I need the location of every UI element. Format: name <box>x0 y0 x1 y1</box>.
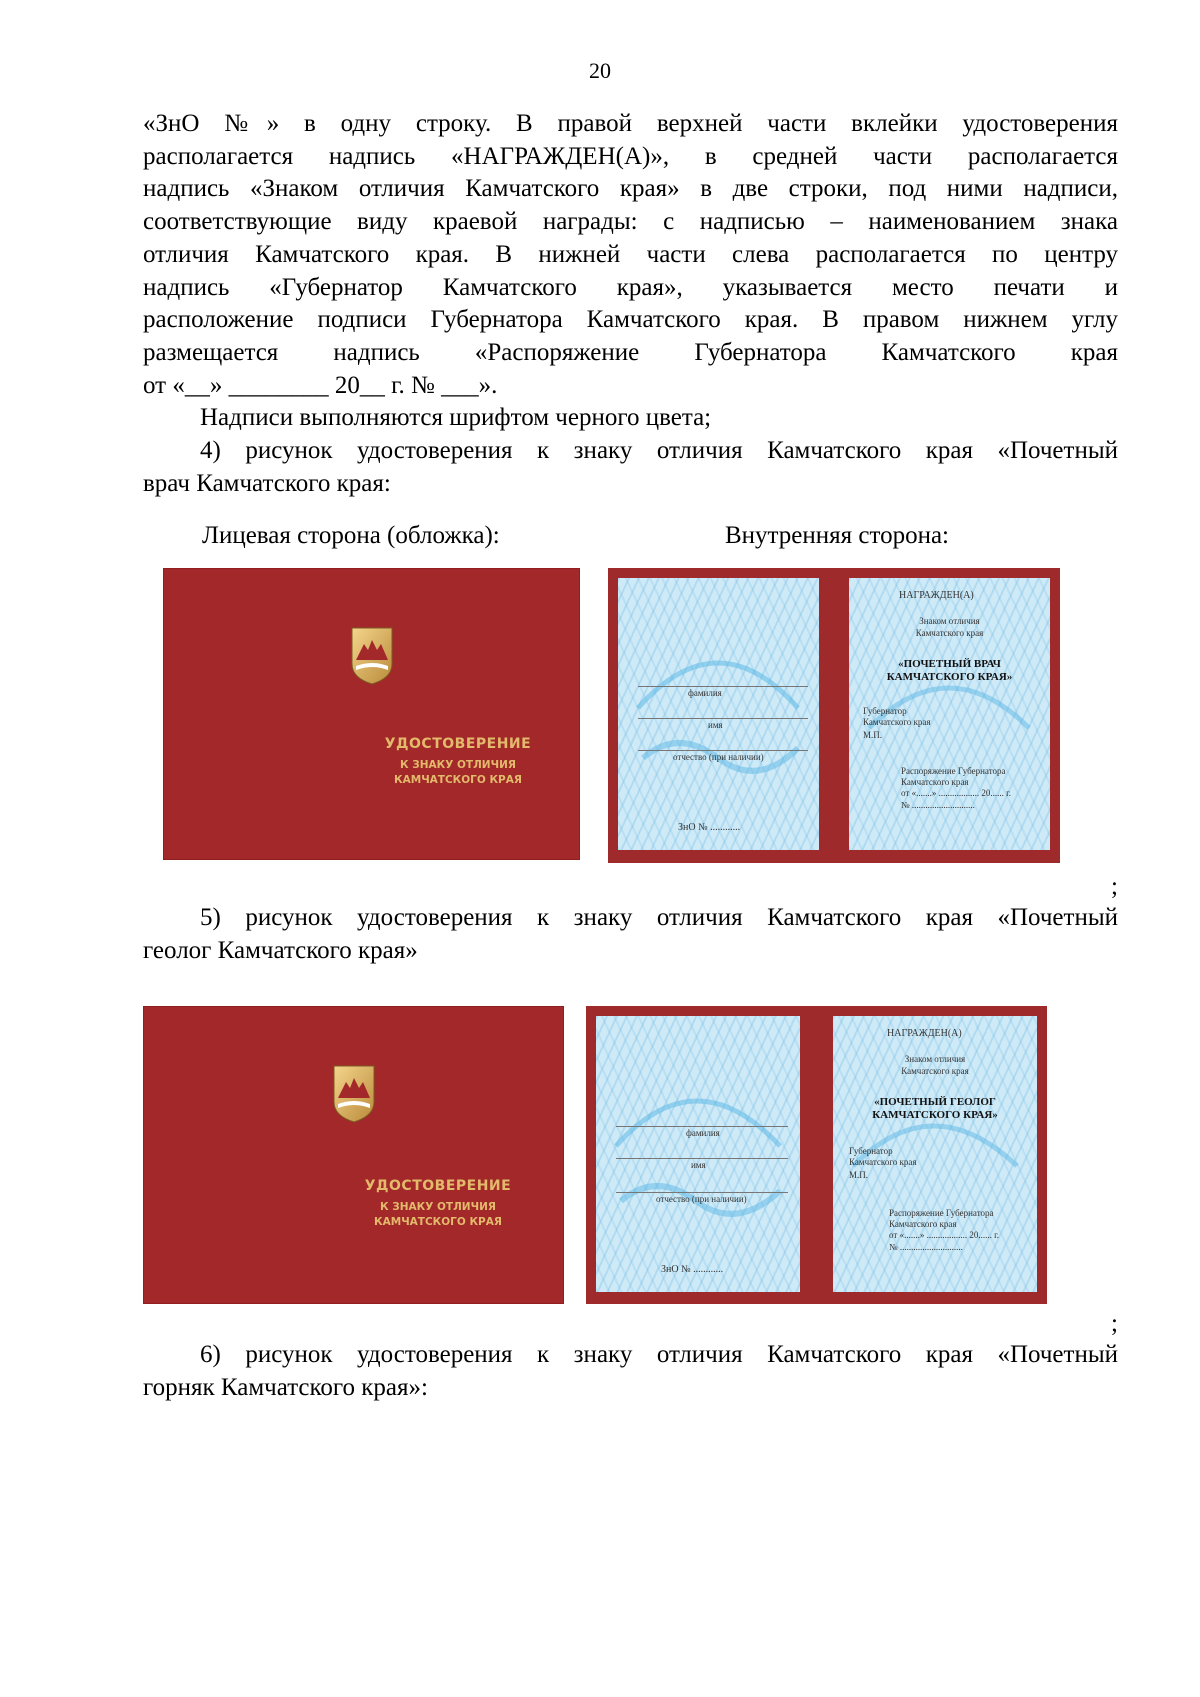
zno-number: ЗнО № ............ <box>678 822 741 833</box>
governor-label: Камчатского края <box>849 1157 917 1167</box>
awarded-label: НАГРАЖДЕН(А) <box>899 590 974 601</box>
item-4-line: 4) рисунок удостоверения к знаку отличия Камчатского края «Почетный <box>200 437 1118 465</box>
item-6 <box>143 1339 1118 1404</box>
award-name: КАМЧАТСКОГО КРАЯ» <box>886 671 1013 683</box>
sign-label: Камчатского края <box>915 628 984 638</box>
fill-line <box>616 1192 788 1193</box>
watermark-icon <box>596 1016 800 1292</box>
sign-label: Знаком отличия <box>904 1054 966 1064</box>
paragraph-1 <box>143 108 1118 500</box>
paragraph-line: отличия Камчатского края. В нижней части слева располагается по центру <box>143 240 1118 268</box>
patronymic-label: отчество (при наличии) <box>673 752 764 762</box>
caption-front: Лицевая сторона (обложка): <box>202 522 500 549</box>
certificate-inner-geologist <box>586 1006 1047 1304</box>
governor-label: Губернатор <box>863 706 907 716</box>
certificate-inner-doctor <box>608 568 1060 863</box>
order-number: № ............................ <box>889 1242 963 1252</box>
caption-inner: Внутренняя сторона: <box>725 522 949 549</box>
fill-line <box>638 686 808 687</box>
surname-label: фамилия <box>688 688 722 698</box>
surname-label: фамилия <box>686 1128 720 1138</box>
governor-label: Губернатор <box>849 1146 893 1156</box>
watermark-icon <box>618 578 819 850</box>
semicolon: ; <box>1111 1310 1118 1337</box>
award-name: КАМЧАТСКОГО КРАЯ» <box>872 1109 998 1121</box>
item-4-line: врач Камчатского края: <box>143 469 391 497</box>
item-6-line: 6) рисунок удостоверения к знаку отличия Камчатского края «Почетный <box>200 1341 1118 1368</box>
seal-label: М.П. <box>849 1170 869 1180</box>
paragraph-line: «ЗнО №» в одну строку. В правой верхней части вклейки удостоверения <box>143 110 1118 137</box>
fill-line <box>638 750 808 751</box>
page-number: 20 <box>589 58 611 83</box>
order-number: № ............................ <box>901 800 975 810</box>
award-name: «ПОЧЕТНЫЙ ГЕОЛОГ <box>874 1096 996 1108</box>
sign-label: Камчатского края <box>901 1066 969 1076</box>
inner-right-sheet <box>833 1016 1037 1292</box>
paragraph-line: расположение подписи Губернатора Камчатского края. В правом нижнем углу <box>143 306 1118 334</box>
paragraph-line: соответствующие виду краевой награды: с надписью – наименованием знака <box>143 208 1118 236</box>
kamchatka-emblem-icon <box>350 626 394 686</box>
sign-label: Знаком отличия <box>919 616 980 626</box>
paragraph-line: надпись «Знаком отличия Камчатского края» в две строки, под ними надписи, <box>143 175 1118 203</box>
inner-left-sheet <box>596 1016 800 1292</box>
order-label: Камчатского края <box>901 777 969 787</box>
name-label: имя <box>708 720 723 730</box>
order-date: от «.......» .................. 20...... г. <box>901 788 1011 798</box>
fill-line <box>616 1158 788 1159</box>
awarded-label: НАГРАЖДЕН(А) <box>887 1028 962 1039</box>
cover-subtitle: К ЗНАКУ ОТЛИЧИЯ <box>380 1201 496 1213</box>
order-date: от «.......» .................. 20...... г. <box>889 1230 999 1240</box>
inner-left-sheet <box>618 578 819 850</box>
cover-subtitle: КАМЧАТСКОГО КРАЯ <box>374 1216 502 1228</box>
kamchatka-emblem-icon <box>332 1064 376 1124</box>
item-5-line: геолог Камчатского края» <box>143 936 418 964</box>
inner-right-sheet <box>849 578 1050 850</box>
cover-title: УДОСТОВЕРЕНИЕ <box>364 1178 512 1194</box>
cover-subtitle: К ЗНАКУ ОТЛИЧИЯ <box>400 759 516 771</box>
order-label: Распоряжение Губернатора <box>901 766 1006 776</box>
governor-label: Камчатского края <box>863 717 931 727</box>
paragraph-line: располагается надпись «НАГРАЖДЕН(А)», в средней части располагается <box>143 142 1118 170</box>
name-label: имя <box>691 1160 706 1170</box>
order-label: Камчатского края <box>889 1219 957 1229</box>
semicolon: ; <box>1111 873 1118 900</box>
cover-subtitle: КАМЧАТСКОГО КРАЯ <box>394 774 522 786</box>
item-5-line: 5) рисунок удостоверения к знаку отличия Камчатского края «Почетный <box>200 904 1118 931</box>
fill-line <box>638 718 808 719</box>
paragraph-2: Надписи выполняются шрифтом черного цвета; <box>200 404 712 432</box>
seal-label: М.П. <box>863 730 883 740</box>
certificate-cover-doctor <box>163 568 580 860</box>
paragraph-line: от «__» ________ 20__ г. № ___». <box>143 371 498 399</box>
certificate-cover-geologist <box>143 1006 564 1304</box>
zno-number: ЗнО № ............ <box>661 1264 724 1275</box>
item-5 <box>143 902 1118 967</box>
award-name: «ПОЧЕТНЫЙ ВРАЧ <box>898 658 1001 670</box>
fill-line <box>616 1126 788 1127</box>
paragraph-line: размещается надпись «Распоряжение Губернатора Камчатского края <box>143 338 1118 366</box>
order-label: Распоряжение Губернатора <box>889 1208 994 1218</box>
item-6-line: горняк Камчатского края»: <box>143 1373 428 1401</box>
cover-title: УДОСТОВЕРЕНИЕ <box>384 736 532 752</box>
paragraph-line: надпись «Губернатор Камчатского края», указывается место печати и <box>143 273 1118 301</box>
patronymic-label: отчество (при наличии) <box>656 1194 747 1204</box>
